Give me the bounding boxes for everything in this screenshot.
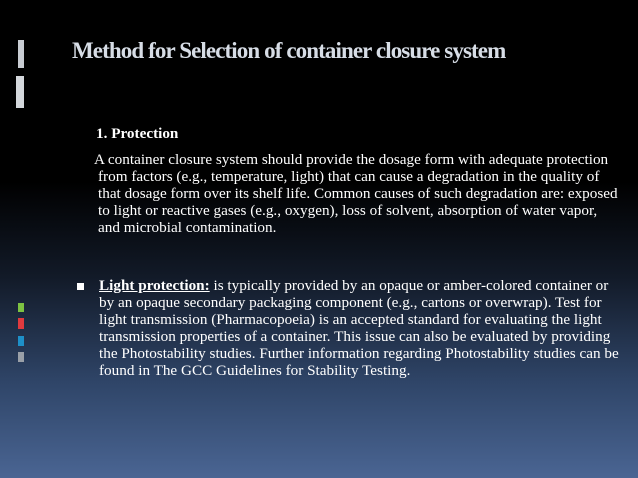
bullet-term: Light protection: [99,277,210,294]
accent-bar-gray-bottom [18,352,24,362]
accent-bar-green [18,303,24,312]
square-bullet-icon [77,283,84,290]
bullet-paragraph [99,277,621,379]
accent-bar-blue [18,336,24,346]
slide-title: Method for Selection of container closure system [72,38,506,63]
section-heading: 1. Protection [96,125,179,142]
accent-bar-red [18,318,24,329]
accent-bar-gray [16,76,24,108]
bullet-text: is typically provided by an opaque or amber-colored container or by an opaque secondary packaging component (e.g., cartons or overwrap). Test for light transmission (Pharmacopoeia) is an accepted standard for evaluating the light transmission properties of a container. This issue can also be evaluated by providing the Photostability studies. Further information regarding Photostability studies can be found in The GCC Guidelines for Stability Testing. [99,277,619,379]
accent-bar-gray-top [18,40,24,68]
intro-paragraph: A container closure system should provide the dosage form with adequate protection from factors (e.g., temperature, light) that can cause a degradation in the quality of that dosage form over its shelf life. Common causes of such degradation are: exposed to light or reactive gases (e.g., oxygen), loss of solvent, absorption of water vapor, and microbial contamination. [94,151,618,236]
